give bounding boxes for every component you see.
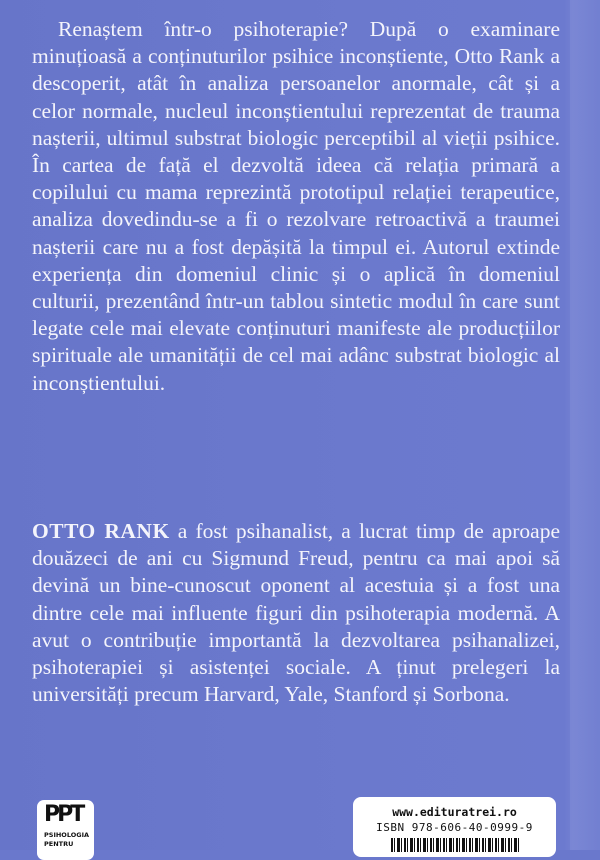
- logo-line-2: PENTRU: [44, 840, 74, 848]
- author-name: OTTO RANK: [32, 519, 170, 543]
- logo-line-1: PSIHOLOGIA: [44, 831, 90, 839]
- isbn-number: ISBN 978-606-40-0999-9: [376, 821, 533, 834]
- author-bio-text: a fost psihanalist, a lucrat timp de aproape douăzeci de ani cu Sigmund Freud, pentru ca mai apoi să devină un bine-cunoscut oponent al acestuia și a fost una dintre cele mai influente figuri din psihoterapia modernă. A avut o contribuție importantă la dezvoltarea psihanalizei, psihoterapiei și asistenței sociale. A ținut prelegeri la universități precum Harvard, Yale, Stanford și Sorbona.: [32, 519, 560, 707]
- ppt-logo-icon: PPT: [44, 802, 83, 827]
- isbn-label: [353, 797, 556, 857]
- author-bio: [32, 518, 560, 708]
- book-description: [32, 16, 560, 397]
- spine-edge-band: [570, 0, 600, 850]
- description-paragraph: Renaștem într-o psihoterapie? După o examinare minuțioasă a conținuturilor psihice inconștiente, Otto Rank a descoperit, atât în analiza persoanelor anormale, cât și a celor normale, nucleul inconștientului reprezentat de trauma nașterii, ultimul substrat biologic perceptibil al vieții psihice. În cartea de față el dezvoltă ideea că relația primară a copilului cu mama reprezintă prototipul relației terapeutice, analiza dovedindu-se a fi o rezolvare retroactivă a traumei nașterii care nu a fost depășită la timpul ei. Autorul extinde experiența din domeniul clinic și o aplică în domeniul culturii, prezentând într-un tablou sintetic modul în care sunt legate cele mai elevate conținuturi manifeste ale producțiilor spirituale ale umanității de cel mai adânc substrat biologic al inconștientului.: [32, 17, 560, 395]
- publisher-logo: [37, 800, 94, 860]
- author-bio-paragraph: [32, 518, 560, 708]
- publisher-website: www.edituratrei.ro: [392, 805, 517, 819]
